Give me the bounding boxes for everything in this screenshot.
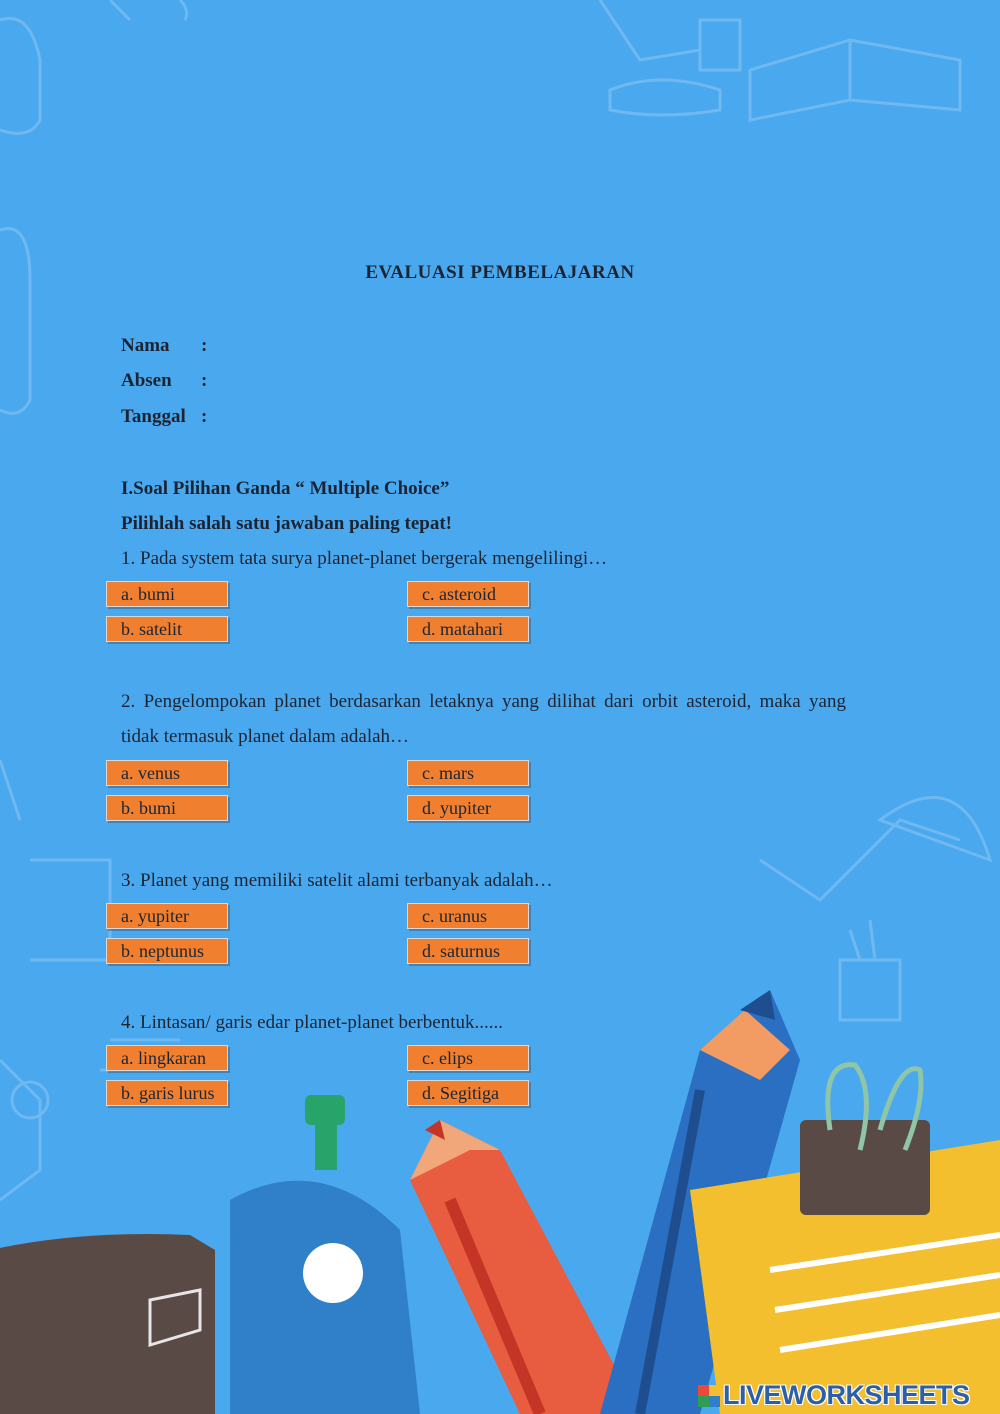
question-4-text: 4. Lintasan/ garis edar planet-planet berbentuk...... [121,1012,503,1033]
question-1-text: 1. Pada system tata surya planet-planet bergerak mengelilingi… [121,548,608,569]
date-label: Tanggal [121,406,186,427]
question-3-text: 3. Planet yang memiliki satelit alami terbanyak adalah… [121,870,553,891]
question-2-option-b[interactable]: b. bumi [106,795,228,821]
question-2-option-d[interactable]: d. yupiter [407,795,529,821]
date-colon: : [201,406,208,427]
section-heading: I.Soal Pilihan Ganda “ Multiple Choice” [121,478,450,499]
question-2-text: 2. Pengelompokan planet berdasarkan letaknya yang dilihat dari orbit asteroid, maka yang tidak termasuk planet dalam adalah… [121,691,846,747]
question-3-option-a[interactable]: a. yupiter [106,903,228,929]
question-1-option-c[interactable]: c. asteroid [407,581,529,607]
section-instruction: Pilihlah salah satu jawaban paling tepat! [121,513,452,534]
question-3-option-c[interactable]: c. uranus [407,903,529,929]
question-4-option-c[interactable]: c. elips [407,1045,529,1071]
liveworksheets-logo [698,1380,970,1411]
name-label: Nama [121,335,170,356]
question-4-option-d[interactable]: d. Segitiga [407,1080,529,1106]
date-field [121,406,207,428]
question-4-option-b[interactable]: b. garis lurus [106,1080,228,1106]
question-4-option-a[interactable]: a. lingkaran [106,1045,228,1071]
name-colon: : [201,335,208,356]
name-field [121,335,207,357]
brand-name: LIVEWORKSHEETS [723,1380,970,1410]
question-2-option-a[interactable]: a. venus [106,760,228,786]
page-title: EVALUASI PEMBELAJARAN [365,262,635,283]
logo-mark-icon [698,1385,720,1407]
absen-label: Absen [121,370,172,391]
absen-field [121,370,207,392]
absen-colon: : [201,370,208,391]
question-3-option-d[interactable]: d. saturnus [407,938,529,964]
question-3-option-b[interactable]: b. neptunus [106,938,228,964]
question-2-option-c[interactable]: c. mars [407,760,529,786]
question-1-option-d[interactable]: d. matahari [407,616,529,642]
question-1-option-a[interactable]: a. bumi [106,581,228,607]
question-1-option-b[interactable]: b. satelit [106,616,228,642]
